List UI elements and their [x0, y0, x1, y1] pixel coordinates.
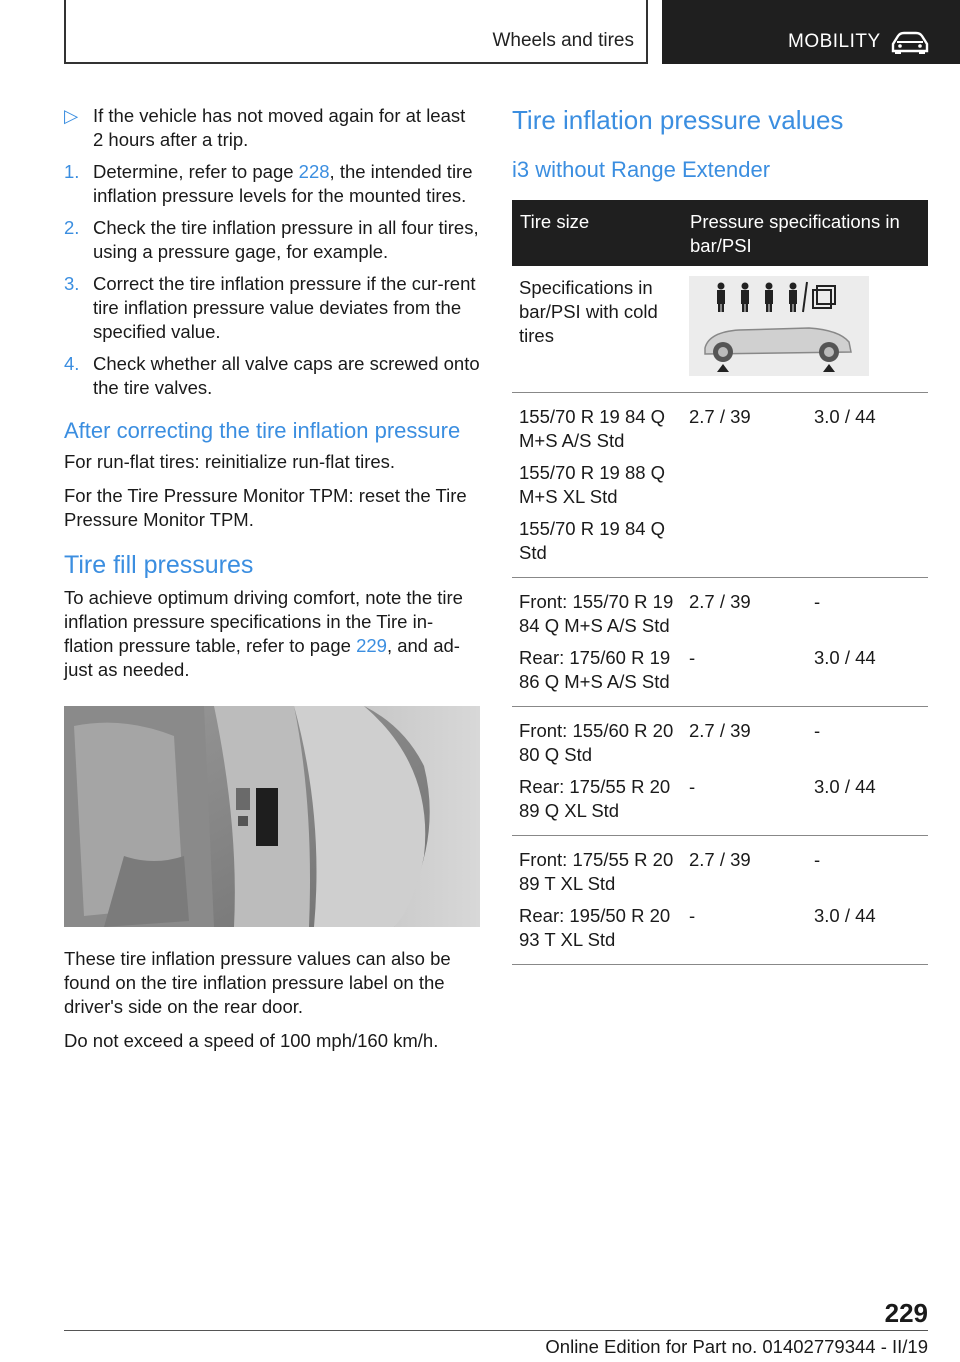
step-text: Check whether all valve caps are screwed onto the tire valves.	[93, 353, 480, 398]
rear-pressure-cell	[806, 457, 928, 513]
spec-label: Specifications in bar/PSI with cold tires	[512, 266, 682, 393]
left-column	[64, 104, 480, 1063]
rear-pressure-cell: 3.0 / 44	[806, 642, 928, 707]
table-row	[512, 900, 928, 965]
pressure-header: Pressure specifications in bar/PSI	[682, 200, 928, 266]
load-diagram-cell	[682, 266, 928, 393]
tire-size-cell: 155/70 R 19 84 Q Std	[512, 513, 682, 578]
door-label-photo	[64, 706, 480, 927]
tire-pressure-table	[512, 200, 928, 965]
speed-note: Do not exceed a speed of 100 mph/160 km/h.	[64, 1030, 439, 1051]
header-section-title: Wheels and tires	[492, 30, 634, 51]
rear-pressure-cell: 3.0 / 44	[806, 900, 928, 965]
model-subheading: i3 without Range Extender	[512, 157, 771, 182]
right-column	[512, 104, 928, 965]
tire-size-cell: 155/70 R 19 84 Q M+S A/S Std	[519, 406, 666, 451]
table-row	[512, 513, 928, 578]
step-item	[64, 216, 480, 264]
tire-size-cell: 155/70 R 19 88 Q M+S XL Std	[519, 462, 666, 507]
table-row	[512, 393, 928, 458]
tire-rows	[512, 393, 928, 965]
header-chapter-tab	[662, 0, 960, 64]
table-row	[512, 578, 928, 643]
tire-size-header: Tire size	[512, 200, 682, 266]
step-number: 2.	[64, 217, 80, 238]
rear-pressure-cell: 3.0 / 44	[806, 771, 928, 836]
step-text-part: , the intended tire inflation pressure levels for the mounted tires.	[93, 161, 473, 206]
table-row	[512, 457, 928, 513]
step-number: 4.	[64, 353, 80, 374]
fill-pressures-paragraph	[64, 586, 480, 682]
after-correcting-heading: After correcting the tire inflation pressure	[64, 418, 461, 443]
step-number: 3.	[64, 273, 80, 294]
rear-pressure-cell: -	[814, 720, 821, 741]
tire-size-cell: Front: 155/60 R 20 80 Q Std	[519, 720, 674, 765]
page-link[interactable]: 228	[298, 161, 330, 182]
front-pressure-cell	[682, 513, 806, 578]
step-item	[64, 160, 480, 208]
page-link[interactable]: 229	[356, 635, 387, 656]
step-text: Check the tire inflation pressure in all four tires, using a pressure gage, for example.	[93, 217, 479, 262]
rear-pressure-cell: -	[814, 591, 821, 612]
spec-row	[512, 266, 928, 393]
vehicle-load-diagram-icon	[689, 276, 869, 376]
table-row	[512, 836, 928, 901]
page-number: 229	[884, 1298, 928, 1328]
paragraph-part: To achieve optimum driving comfort, note the tire inflation pressure specifications in the Tire in‐flation pressure table, refer to page	[64, 587, 463, 656]
tire-size-cell: Rear: 175/60 R 19 86 Q M+S A/S Std	[512, 642, 682, 707]
front-pressure-cell: 2.7 / 39	[689, 720, 751, 741]
photo-caption: These tire inflation pressure values can also be found on the tire inflation pressure label on the driver's side on the rear door.	[64, 948, 451, 1017]
table-row	[512, 771, 928, 836]
tire-size-cell: Rear: 175/55 R 20 89 Q XL Std	[512, 771, 682, 836]
front-pressure-cell: 2.7 / 39	[689, 591, 751, 612]
edition-footer: Online Edition for Part no. 01402779344 - II/19	[545, 1336, 928, 1357]
front-pressure-cell: -	[682, 642, 806, 707]
rear-pressure-cell: 3.0 / 44	[814, 406, 876, 427]
tire-size-cell: Front: 155/70 R 19 84 Q M+S A/S Std	[519, 591, 674, 636]
tpm-paragraph: For the Tire Pressure Monitor TPM: reset the Tire Pressure Monitor TPM.	[64, 485, 467, 530]
rear-pressure-cell: -	[814, 849, 821, 870]
header-chapter-title: MOBILITY	[788, 31, 881, 52]
triangle-bullet-icon: ▷	[64, 105, 79, 126]
front-pressure-cell: 2.7 / 39	[689, 406, 751, 427]
step-text: Correct the tire inflation pressure if the cur‐rent tire inflation pressure value deviates from the specified value.	[93, 273, 476, 342]
footer-divider	[64, 1330, 928, 1331]
front-pressure-cell: 2.7 / 39	[689, 849, 751, 870]
step-item	[64, 352, 480, 400]
tire-size-cell: Front: 175/55 R 20 89 T XL Std	[519, 849, 674, 894]
step-item	[64, 272, 480, 344]
tire-pressure-values-heading: Tire inflation pressure values	[512, 105, 844, 135]
table-row	[512, 707, 928, 772]
rear-pressure-cell	[806, 513, 928, 578]
table-row	[512, 642, 928, 707]
tire-size-cell: Rear: 195/50 R 20 93 T XL Std	[512, 900, 682, 965]
paragraph-part: , and ad‐just as needed.	[64, 635, 460, 680]
front-pressure-cell	[682, 457, 806, 513]
bullet-text: If the vehicle has not moved again for at least 2 hours after a trip.	[93, 105, 466, 150]
front-pressure-cell: -	[682, 771, 806, 836]
table-header-row	[512, 200, 928, 266]
fill-pressures-heading: Tire fill pressures	[64, 551, 254, 579]
step-number: 1.	[64, 161, 80, 182]
run-flat-paragraph: For run-flat tires: reinitialize run-flat tires.	[64, 451, 396, 472]
car-icon	[890, 30, 930, 56]
step-text	[93, 160, 480, 208]
step-text-part: Determine, refer to page	[93, 161, 299, 182]
bullet-item	[64, 104, 480, 152]
front-pressure-cell: -	[682, 900, 806, 965]
header-section-tab	[64, 0, 648, 64]
